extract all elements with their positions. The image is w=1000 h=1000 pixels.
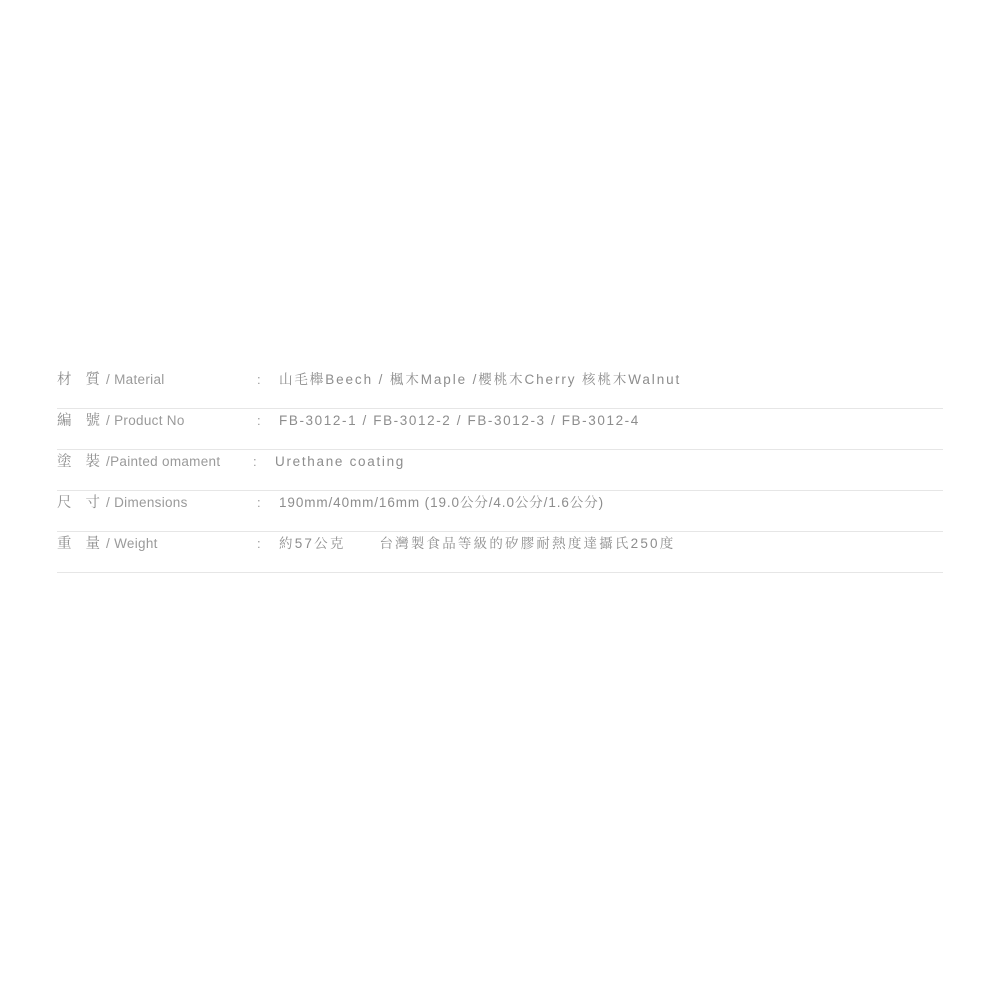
spec-label-cjk: 材 質 <box>57 372 106 388</box>
spec-label-cjk: 編 號 <box>57 413 106 429</box>
spec-label-latin: / Dimensions <box>106 495 188 510</box>
spec-value-product-no: FB-3012-1 / FB-3012-2 / FB-3012-3 / FB-3012-4 <box>279 413 640 428</box>
spec-label-painted-ornament <box>57 450 253 471</box>
spec-label-cjk: 尺 寸 <box>57 495 106 511</box>
table-row <box>57 409 943 450</box>
spec-value-weight <box>279 532 943 552</box>
product-spec-table <box>57 368 943 573</box>
spec-value-dimensions: 190mm/40mm/16mm (19.0公分/4.0公分/1.6公分) <box>279 495 604 510</box>
spec-label-cjk: 塗 裝 <box>57 454 106 470</box>
table-row <box>57 532 943 573</box>
table-row <box>57 368 943 409</box>
spec-separator: : <box>257 372 261 387</box>
spec-label-dimensions <box>57 491 257 512</box>
spec-value-painted-ornament: Urethane coating <box>275 454 406 469</box>
spec-separator: : <box>257 495 261 510</box>
spec-separator: : <box>257 536 261 551</box>
spec-label-weight <box>57 532 257 553</box>
spec-label-latin: / Weight <box>106 536 158 551</box>
spec-label-material <box>57 368 257 389</box>
spec-label-latin: / Material <box>106 372 165 387</box>
spec-label-cjk: 重 量 <box>57 536 106 552</box>
table-row <box>57 450 943 491</box>
spec-separator: : <box>253 454 257 469</box>
table-row <box>57 491 943 532</box>
spec-value-weight-note: 台灣製食品等級的矽膠耐熱度達攝氏250度 <box>379 536 676 551</box>
spec-label-product-no <box>57 409 257 430</box>
spec-value-material: 山毛櫸Beech / 楓木Maple /櫻桃木Cherry 核桃木Walnut <box>279 372 682 387</box>
spec-label-latin: / Product No <box>106 413 185 428</box>
spec-label-latin: /Painted omament <box>106 454 221 469</box>
spec-separator: : <box>257 413 261 428</box>
spec-value-weight-primary: 約57公克 <box>279 536 346 551</box>
